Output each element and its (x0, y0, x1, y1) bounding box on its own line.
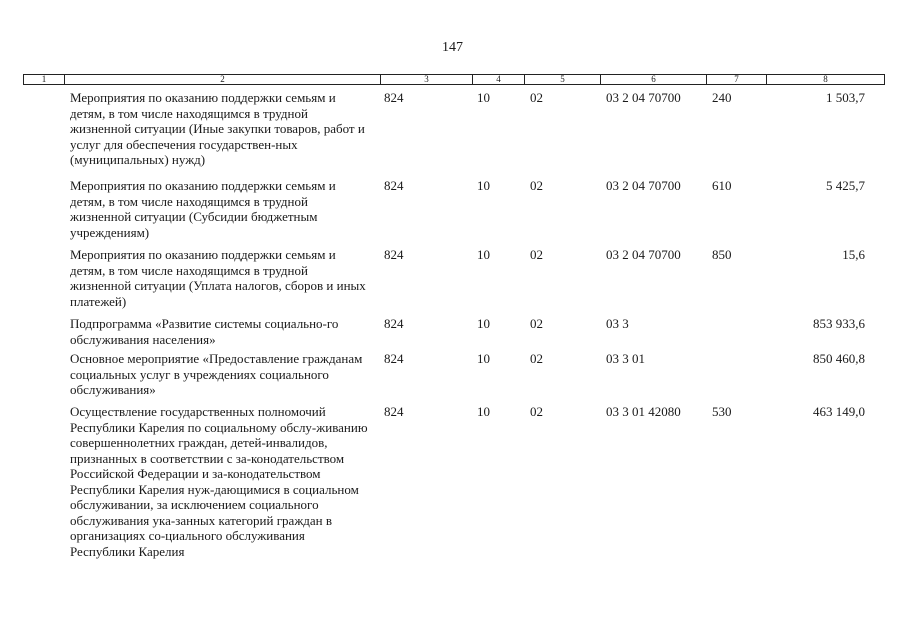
row-name: Осуществление государственных полномочий Республики Карелия по социальному обслу-живанию совершеннолетних граждан, детей-инвалидов, признанных в соответствии с за-конодательством Российской Федерации и за-конодательством Республики Карелия нуж-дающимися в социальном обслуживании, за исключением социального обслуживания ука-занных категорий граждан в организациях со-циального обслуживания Республики Карелия (70, 404, 368, 559)
row-col-3: 824 (384, 178, 404, 193)
row-name: Мероприятия по оказанию поддержки семьям и детям, в том числе находящимся в трудной жизненной ситуации (Субсидии бюджетным учреждениям) (70, 178, 336, 240)
row-col-4: 10 (477, 247, 490, 262)
row-col-3: 824 (384, 247, 404, 262)
row-col-7: 850 (712, 247, 732, 262)
row-name: Подпрограмма «Развитие системы социально-го обслуживания населения» (70, 316, 339, 347)
row-name: Мероприятия по оказанию поддержки семьям и детям, в том числе находящимся в трудной жизненной ситуации (Уплата налогов, сборов и иных платежей) (70, 247, 366, 309)
header-col-5: 5 (524, 75, 600, 84)
row-col-8: 853 933,6 (813, 316, 865, 331)
row-col-5: 02 (530, 247, 543, 262)
row-col-6: 03 3 01 (606, 351, 645, 366)
row-col-8: 15,6 (842, 247, 865, 262)
row-col-8: 850 460,8 (813, 351, 865, 366)
row-col-8: 463 149,0 (813, 404, 865, 419)
header-col-3: 3 (380, 75, 472, 84)
table-header-row (23, 74, 885, 85)
row-col-5: 02 (530, 404, 543, 419)
row-col-4: 10 (477, 316, 490, 331)
row-name: Основное мероприятие «Предоставление гражданам социальных услуг в учреждениях социального обслуживания» (70, 351, 363, 397)
row-col-5: 02 (530, 90, 543, 105)
row-col-7: 240 (712, 90, 732, 105)
row-col-4: 10 (477, 351, 490, 366)
row-col-5: 02 (530, 351, 543, 366)
row-col-7: 530 (712, 404, 732, 419)
row-col-3: 824 (384, 351, 404, 366)
row-col-4: 10 (477, 404, 490, 419)
header-col-4: 4 (472, 75, 524, 84)
header-col-1: 1 (41, 74, 47, 84)
row-col-6: 03 3 01 42080 (606, 404, 681, 419)
row-col-5: 02 (530, 316, 543, 331)
page-number: 147 (442, 40, 463, 55)
row-col-8: 5 425,7 (826, 178, 865, 193)
row-col-6: 03 2 04 70700 (606, 247, 681, 262)
row-name: Мероприятия по оказанию поддержки семьям и детям, в том числе находящимся в трудной жизненной ситуации (Иные закупки товаров, работ и услуг для обеспечения государствен-ных (муниципальных) нужд) (70, 90, 365, 167)
row-col-4: 10 (477, 178, 490, 193)
row-col-7: 610 (712, 178, 732, 193)
header-col-7: 7 (706, 75, 766, 84)
row-col-8: 1 503,7 (826, 90, 865, 105)
header-col-8: 8 (766, 75, 884, 84)
row-col-3: 824 (384, 316, 404, 331)
row-col-5: 02 (530, 178, 543, 193)
row-col-6: 03 2 04 70700 (606, 90, 681, 105)
row-col-6: 03 3 (606, 316, 629, 331)
header-col-2: 2 (64, 75, 380, 84)
row-col-3: 824 (384, 404, 404, 419)
header-col-6: 6 (600, 75, 706, 84)
row-col-4: 10 (477, 90, 490, 105)
row-col-3: 824 (384, 90, 404, 105)
row-col-6: 03 2 04 70700 (606, 178, 681, 193)
